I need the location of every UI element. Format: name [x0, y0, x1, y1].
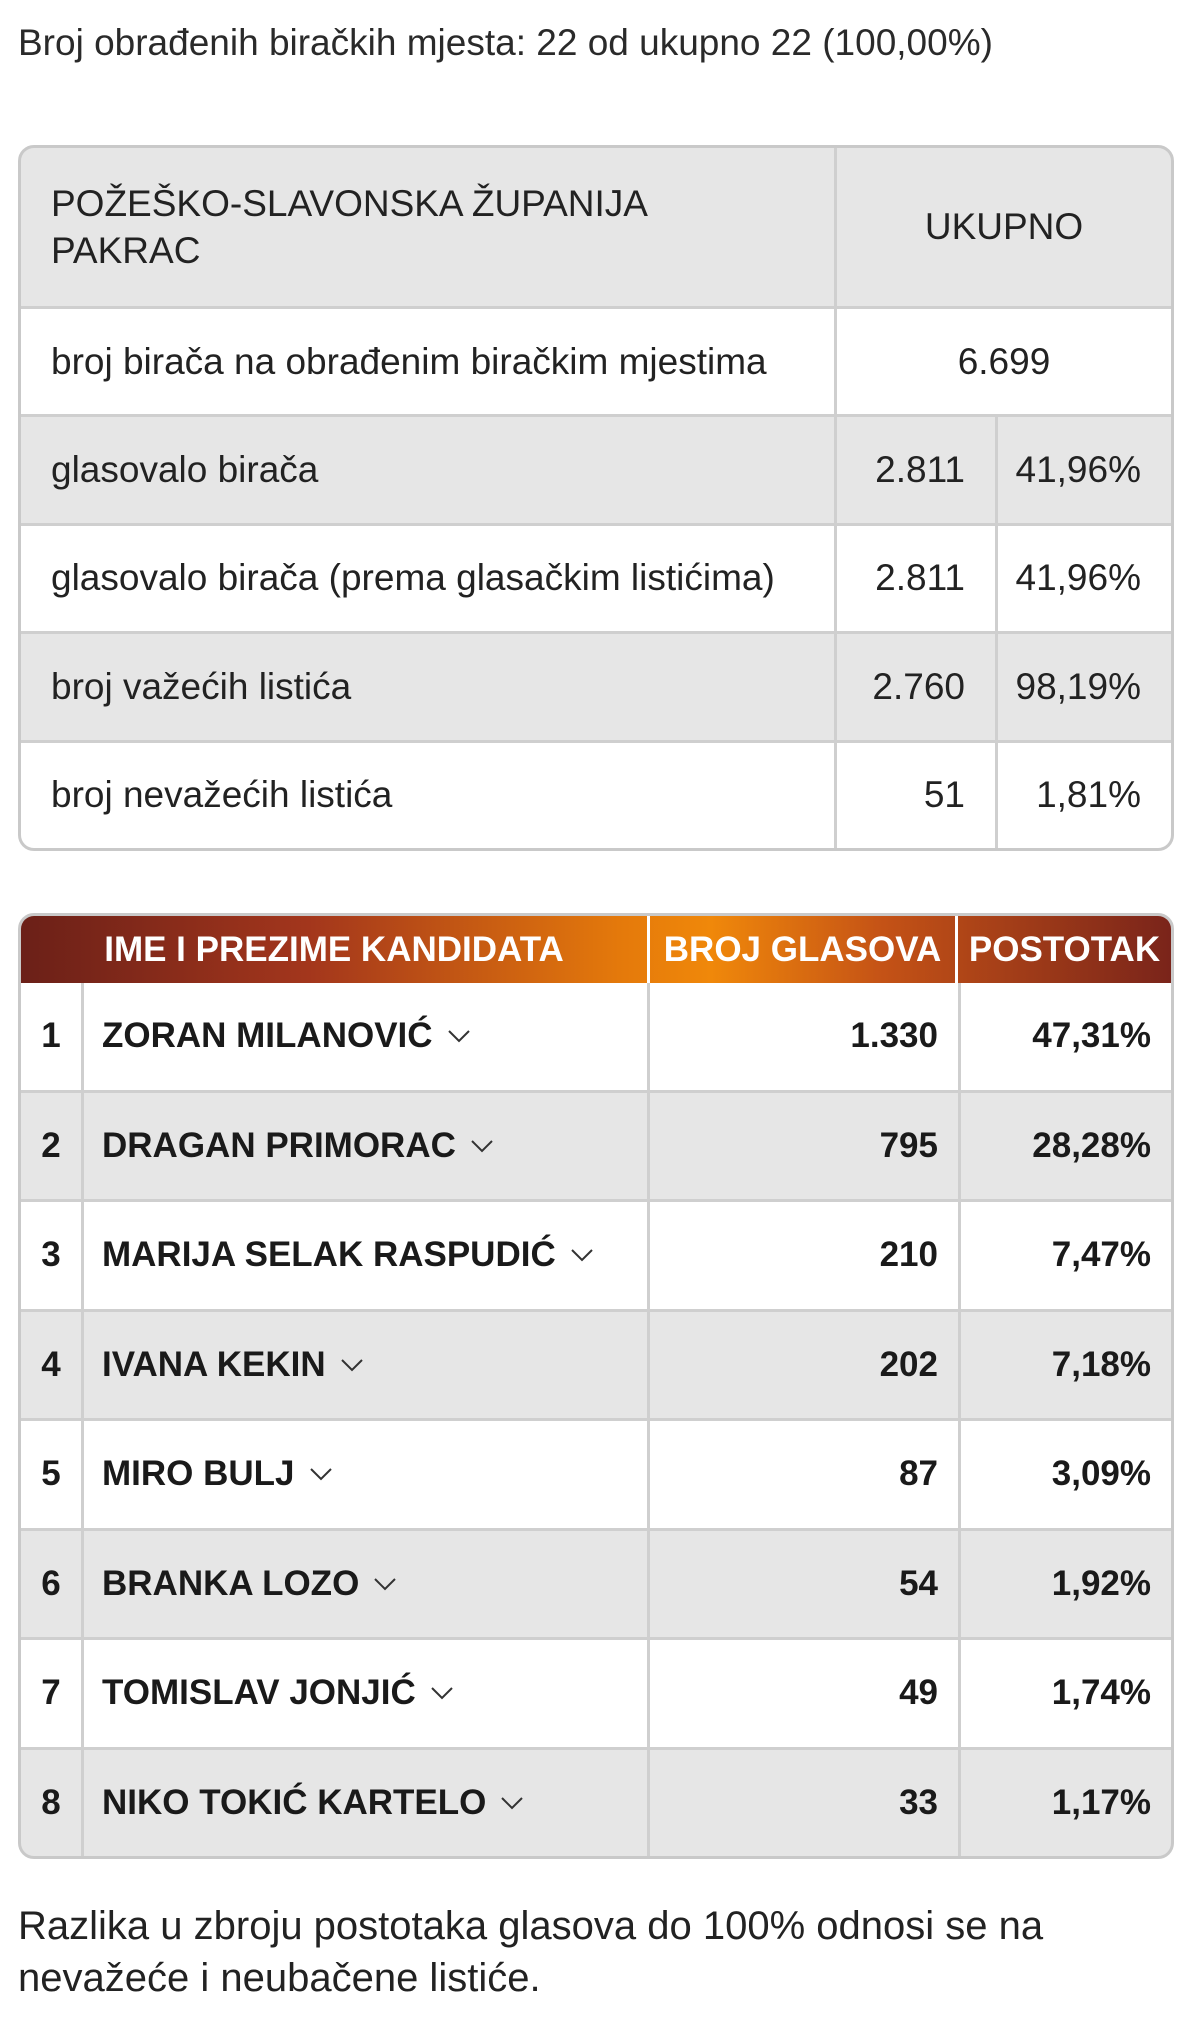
summary-row-percent: 41,96%: [998, 417, 1171, 522]
candidate-name: BRANKA LOZO: [102, 1563, 360, 1603]
total-header: UKUPNO: [837, 148, 1171, 306]
municipality-name: PAKRAC: [51, 230, 201, 271]
candidate-name: IVANA KEKIN: [102, 1344, 326, 1384]
column-header-name: IME I PREZIME KANDIDATA: [104, 929, 564, 969]
column-header-percent: POSTOTAK: [955, 916, 1171, 983]
candidate-votes: 202: [650, 1312, 958, 1419]
chevron-down-icon[interactable]: [309, 1467, 333, 1481]
summary-row-value: 2.760: [837, 634, 995, 739]
county-name: POŽEŠKO-SLAVONSKA ŽUPANIJA: [51, 183, 648, 224]
candidates-rows: [21, 983, 1171, 1856]
candidate-votes: 33: [650, 1750, 958, 1857]
candidate-name: MIRO BULJ: [102, 1454, 295, 1494]
summary-row-value: 51: [837, 743, 995, 848]
candidate-rank: 6: [21, 1531, 81, 1638]
candidate-row[interactable]: [21, 1531, 1171, 1638]
candidate-row[interactable]: [21, 983, 1171, 1090]
candidate-rank: 4: [21, 1312, 81, 1419]
summary-row-value: 2.811: [837, 526, 995, 631]
candidate-name-cell[interactable]: [84, 1421, 647, 1528]
summary-row-percent: 98,19%: [998, 634, 1171, 739]
chevron-down-icon[interactable]: [500, 1796, 524, 1810]
candidate-votes: 795: [650, 1093, 958, 1200]
candidate-percent: 1,17%: [961, 1750, 1171, 1857]
candidate-rank: 7: [21, 1640, 81, 1747]
summary-title: [21, 148, 834, 306]
candidates-table: [18, 913, 1174, 1859]
candidate-name-cell[interactable]: [84, 1312, 647, 1419]
chevron-down-icon[interactable]: [340, 1358, 364, 1372]
candidate-name: TOMISLAV JONJIĆ: [102, 1673, 416, 1713]
candidate-percent: 1,92%: [961, 1531, 1171, 1638]
candidate-row[interactable]: [21, 1093, 1171, 1200]
chevron-down-icon[interactable]: [470, 1139, 494, 1153]
candidate-rank: 1: [21, 983, 81, 1090]
candidate-name-cell[interactable]: [84, 1531, 647, 1638]
summary-row-percent: 1,81%: [998, 743, 1171, 848]
candidate-name: NIKO TOKIĆ KARTELO: [102, 1782, 487, 1822]
candidate-votes: 1.330: [650, 983, 958, 1090]
summary-row-label: broj važećih listića: [21, 634, 834, 739]
summary-row-value: 6.699: [837, 309, 1171, 414]
processed-stations-text: Broj obrađenih biračkih mjesta: 22 od ukupno 22 (100,00%): [18, 22, 993, 63]
candidate-row[interactable]: [21, 1312, 1171, 1419]
candidate-rank: 8: [21, 1750, 81, 1857]
summary-row-label: glasovalo birača (prema glasačkim listićima): [21, 526, 834, 631]
summary-row-value: 2.811: [837, 417, 995, 522]
candidate-votes: 87: [650, 1421, 958, 1528]
candidate-votes: 210: [650, 1202, 958, 1309]
candidate-rank: 2: [21, 1093, 81, 1200]
summary-row-label: broj nevažećih listića: [21, 743, 834, 848]
column-header-votes: BROJ GLASOVA: [647, 916, 955, 983]
candidates-table-header: [21, 916, 1171, 983]
candidate-rank: 3: [21, 1202, 81, 1309]
candidate-name: MARIJA SELAK RASPUDIĆ: [102, 1235, 556, 1275]
chevron-down-icon[interactable]: [430, 1686, 454, 1700]
footnote: Razlika u zbroju postotaka glasova do 100% odnosi se na nevažeće i neubačene listiće.: [18, 1904, 1044, 2000]
summary-table: [18, 145, 1174, 851]
candidate-percent: 3,09%: [961, 1421, 1171, 1528]
chevron-down-icon[interactable]: [373, 1577, 397, 1591]
candidate-name: ZORAN MILANOVIĆ: [102, 1016, 433, 1056]
candidate-rank: 5: [21, 1421, 81, 1528]
candidate-votes: 49: [650, 1640, 958, 1747]
candidate-name-cell[interactable]: [84, 1750, 647, 1857]
candidate-name-cell[interactable]: [84, 1640, 647, 1747]
candidate-row[interactable]: [21, 1421, 1171, 1528]
candidate-name-cell[interactable]: [84, 1202, 647, 1309]
candidate-name-cell[interactable]: [84, 983, 647, 1090]
candidate-percent: 47,31%: [961, 983, 1171, 1090]
chevron-down-icon[interactable]: [570, 1248, 594, 1262]
candidate-name: DRAGAN PRIMORAC: [102, 1125, 456, 1165]
candidate-row[interactable]: [21, 1750, 1171, 1857]
candidate-percent: 7,47%: [961, 1202, 1171, 1309]
candidate-row[interactable]: [21, 1202, 1171, 1309]
candidate-name-cell[interactable]: [84, 1093, 647, 1200]
summary-row-label: broj birača na obrađenim biračkim mjestima: [21, 309, 834, 414]
summary-row-percent: 41,96%: [998, 526, 1171, 631]
candidate-row[interactable]: [21, 1640, 1171, 1747]
summary-row-label: glasovalo birača: [21, 417, 834, 522]
candidate-percent: 28,28%: [961, 1093, 1171, 1200]
candidate-votes: 54: [650, 1531, 958, 1638]
chevron-down-icon[interactable]: [447, 1029, 471, 1043]
candidate-percent: 1,74%: [961, 1640, 1171, 1747]
candidate-percent: 7,18%: [961, 1312, 1171, 1419]
